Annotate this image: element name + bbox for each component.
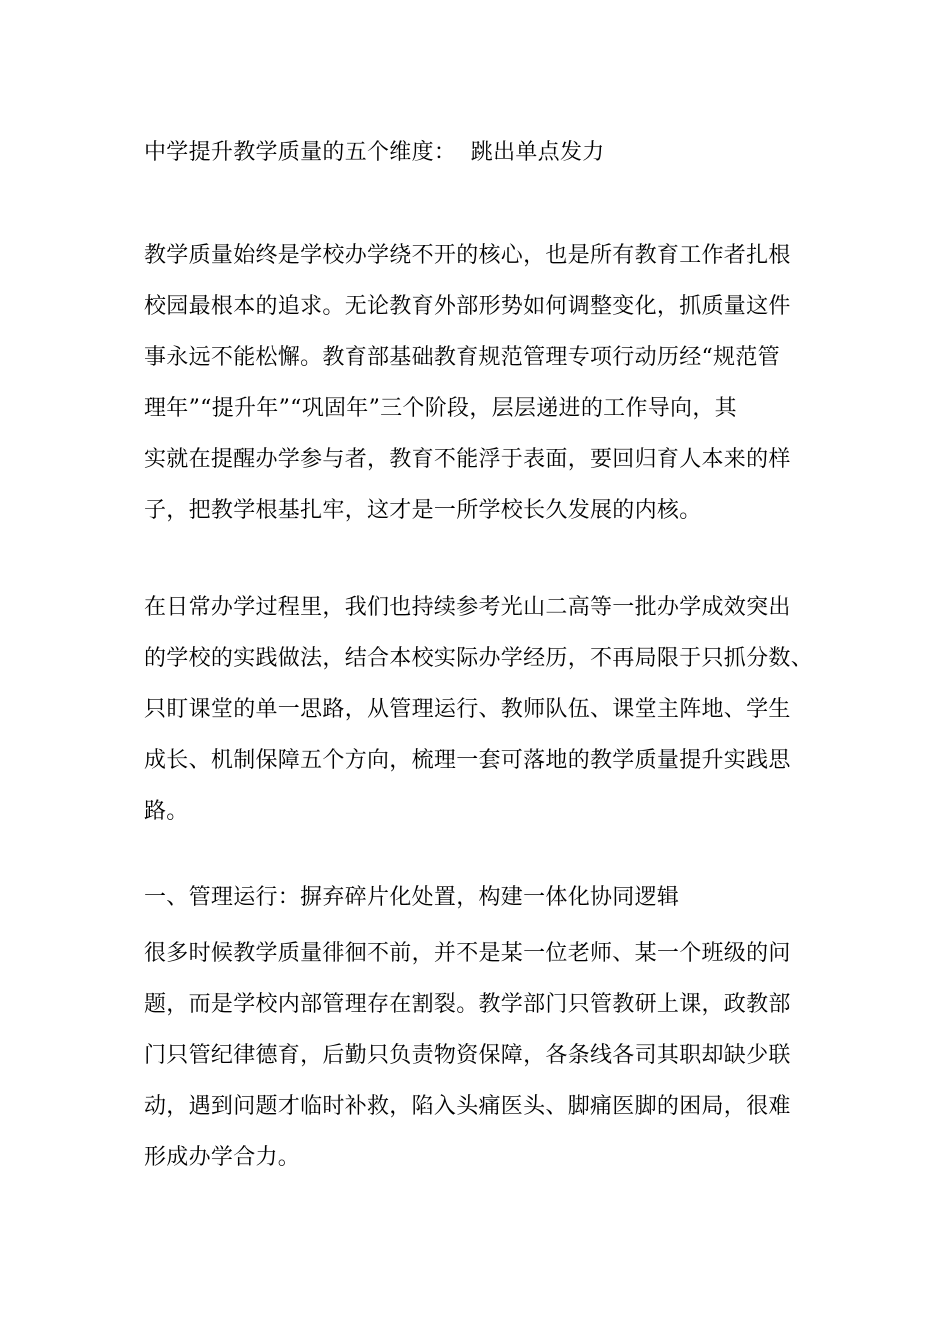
intro-paragraph: 教学质量始终是学校办学绕不开的核心，也是所有教育工作者扎根 校园最根本的追求。无论教育外部形势如何调整变化，抓质量这件 事永远不能松懈。教育部基础教育规范管理专项行动历经“规范管 理年”“提升年”“巩固年”三个阶段，层层递进的工作导向，其 实就在提醒办学参与者，教育不能浮于表面，要回归育人本来的样 子，把教学根基扎牢，这才是一所学校长久发展的内核。 bbox=[144, 243, 791, 523]
document-title: 中学提升教学质量的五个维度： 跳出单点发力 bbox=[144, 140, 605, 165]
management-paragraph: 很多时候教学质量徘徊不前，并不是某一位老师、某一个班级的问 题，而是学校内部管理存在割裂。教学部门只管教研上课，政教部 门只管纪律德育，后勤只负责物资保障，各条线各司其职却缺少联 动，遇到问题才临时补救，陷入头痛医头、脚痛医脚的困局，很难 形成办学合力。 bbox=[144, 941, 791, 1170]
section-heading-management: 一、管理运行：摒弃碎片化处置，构建一体化协同逻辑 bbox=[144, 885, 680, 910]
approach-paragraph: 在日常办学过程里，我们也持续参考光山二高等一批办学成效突出 的学校的实践做法，结合本校实际办学经历，不再局限于只抓分数、 只盯课堂的单一思路，从管理运行、教师队伍、课堂主阵地、学生 成长、机制保障五个方向，梳理一套可落地的教学质量提升实践思 路。 bbox=[144, 595, 814, 824]
